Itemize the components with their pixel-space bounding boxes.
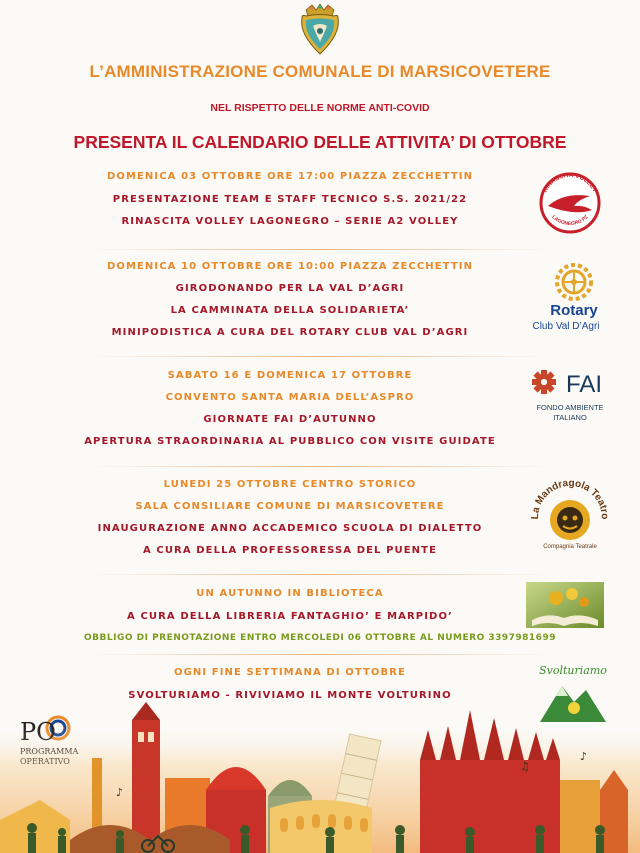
event-3-line-1: CONVENTO SANTA MARIA DELL’ASPRO bbox=[165, 392, 415, 403]
event-2-line-1: GIRODONANDO PER LA VAL D’AGRI bbox=[175, 283, 405, 294]
event-1-line-2: RINASCITA VOLLEY LAGONEGRO – SERIE A2 VOLLEY bbox=[121, 216, 459, 227]
event-1-line-1: PRESENTAZIONE TEAM E STAFF TECNICO S.S. 2021/22 bbox=[112, 194, 468, 205]
svg-text:♫: ♫ bbox=[520, 760, 530, 773]
divider bbox=[90, 356, 550, 357]
book-autumn-image bbox=[526, 582, 604, 628]
rotary-logo-icon bbox=[522, 262, 604, 334]
event-5-when: UN AUTUNNO IN BIBLIOTECA bbox=[196, 588, 384, 599]
town-crest-icon bbox=[296, 4, 344, 56]
rinascita-ring-bottom: LAGONEGRO PZ bbox=[550, 214, 590, 228]
svolturiamo-name: Svolturiamo bbox=[539, 664, 607, 677]
divider bbox=[90, 654, 550, 655]
event-4-when: LUNEDI 25 OTTOBRE CENTRO STORICO bbox=[163, 479, 417, 490]
fai-name: FAI bbox=[566, 371, 603, 398]
event-2-line-2: LA CAMMINATA DELLA SOLIDARIETA’ bbox=[170, 305, 410, 316]
fai-sub-1: FONDO AMBIENTE bbox=[536, 403, 604, 412]
event-2-line-3: MINIPODISTICA A CURA DEL ROTARY CLUB VAL D’AGRI bbox=[111, 327, 469, 338]
divider bbox=[90, 574, 550, 575]
event-6-when: OGNI FINE SETTIMANA DI OTTOBRE bbox=[174, 667, 406, 678]
rotary-name: Rotary bbox=[550, 302, 598, 319]
mandragola-sub: Compagnia Teatrale bbox=[543, 544, 597, 550]
rinascita-volley-logo-icon bbox=[534, 172, 606, 234]
divider bbox=[90, 466, 550, 467]
administration-title: L’AMMINISTRAZIONE COMUNALE DI MARSICOVETERE bbox=[89, 62, 551, 81]
calendar-heading: PRESENTA IL CALENDARIO DELLE ATTIVITA’ DI OTTOBRE bbox=[73, 132, 567, 152]
event-6-line-1: SVOLTURIAMO - RIVIVIAMO IL MONTE VOLTURINO bbox=[128, 690, 452, 701]
event-5-line-1: A CURA DELLA LIBRERIA FANTAGHIO’ E MARPIDO’ bbox=[127, 611, 453, 622]
event-5-booking-note: OBBLIGO DI PRENOTAZIONE ENTRO MERCOLEDI 06 OTTOBRE AL NUMERO 3397981699 bbox=[84, 633, 556, 643]
divider bbox=[90, 249, 550, 250]
event-4-line-1: SALA CONSILIARE COMUNE DI MARSICOVETERE bbox=[135, 501, 445, 512]
anti-covid-subtitle: NEL RISPETTO DELLE NORME ANTI-COVID bbox=[210, 102, 430, 114]
event-3-when: SABATO 16 E DOMENICA 17 OTTOBRE bbox=[167, 370, 413, 381]
event-4-line-2: INAUGURAZIONE ANNO ACCADEMICO SCUOLA DI DIALETTO bbox=[97, 523, 483, 534]
mandragola-teatro-logo-icon bbox=[530, 478, 610, 550]
event-2-when: DOMENICA 10 OTTOBRE ORE 10:00 PIAZZA ZECCHETTIN bbox=[106, 261, 474, 272]
fai-logo-icon bbox=[528, 366, 612, 426]
rotary-club: Club Val D’Agri bbox=[532, 321, 600, 332]
mandragola-name: La Mandragola Teatro bbox=[530, 478, 610, 520]
event-3-line-2: GIORNATE FAI D’AUTUNNO bbox=[203, 414, 377, 425]
rinascita-ring-text: RINASCITA VOLLEY bbox=[541, 172, 599, 194]
fai-sub-2: ITALIANO bbox=[553, 413, 587, 422]
event-1-when: DOMENICA 03 OTTOBRE ORE 17:00 PIAZZA ZECCHETTIN bbox=[106, 171, 474, 182]
svg-text:♪: ♪ bbox=[116, 786, 124, 799]
event-3-line-3: APERTURA STRAORDINARIA AL PUBBLICO CON VISITE GUIDATE bbox=[84, 436, 496, 447]
event-4-line-3: A CURA DELLA PROFESSORESSA DEL PUENTE bbox=[142, 545, 438, 556]
svg-text:♪: ♪ bbox=[580, 750, 588, 763]
italian-cities-skyline-illustration bbox=[0, 700, 640, 853]
